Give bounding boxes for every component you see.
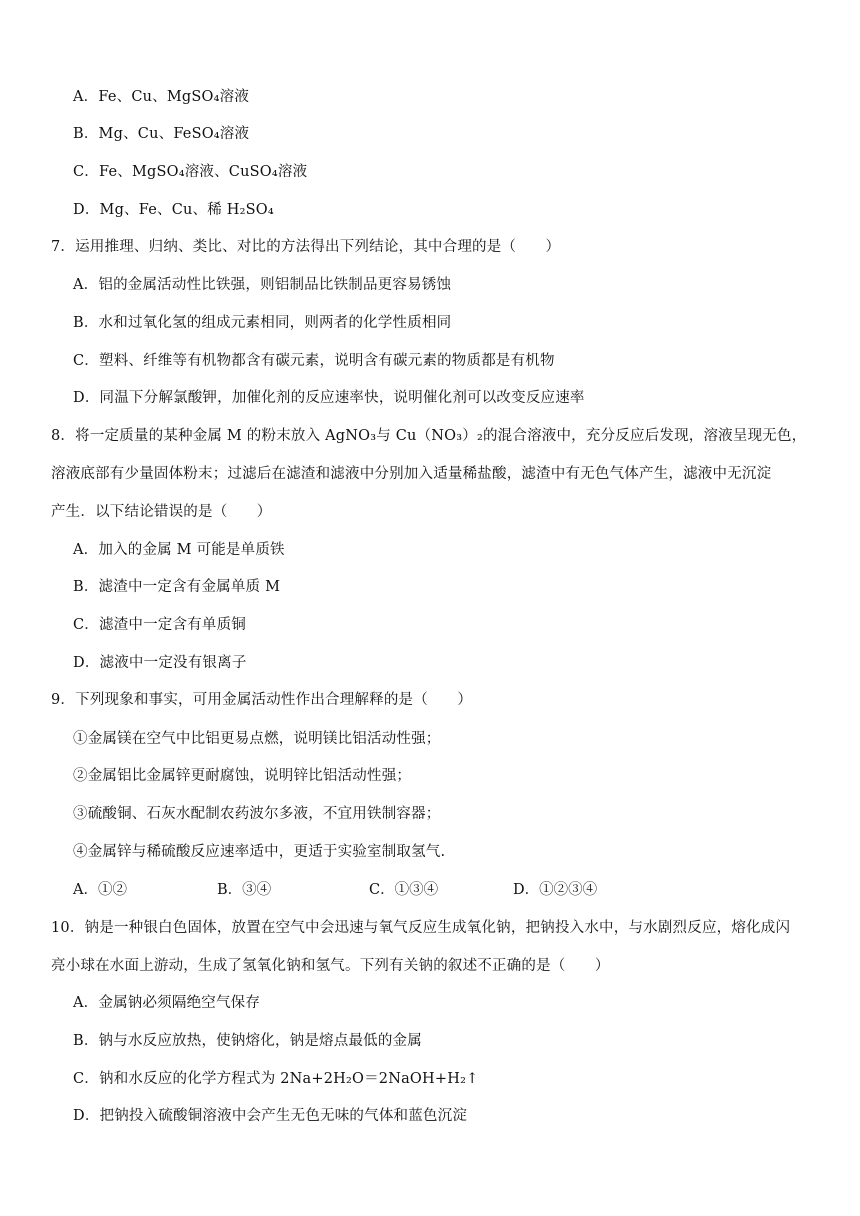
q9-stem: 9．下列现象和事实，可用金属活动性作出合理解释的是（ ） xyxy=(51,692,473,708)
q7-option-a: A．铝的金属活动性比铁强，则铝制品比铁制品更容易锈蚀 xyxy=(73,277,452,293)
q6-option-b: B．Mg、Cu、FeSO₄溶液 xyxy=(73,126,250,142)
q9-item-3: ③硫酸铜、石灰水配制农药波尔多液，不宜用铁制容器； xyxy=(73,806,441,822)
q8-option-a: A．加入的金属 M 可能是单质铁 xyxy=(73,542,285,558)
q6-option-c: C．Fe、MgSO₄溶液、CuSO₄溶液 xyxy=(73,164,308,180)
q8-option-b: B．滤渣中一定含有金属单质 M xyxy=(73,579,281,595)
q9-item-4: ④金属锌与稀硫酸反应速率适中，更适于实验室制取氢气. xyxy=(73,844,446,860)
q7-option-d: D．同温下分解氯酸钾，加催化剂的反应速率快，说明催化剂可以改变反应速率 xyxy=(73,390,585,406)
q8-stem-line-1: 8．将一定质量的某种金属 M 的粉末放入 AgNO₃与 Cu（NO₃）₂的混合溶液中，充分反应后发现，溶液呈现无色， xyxy=(51,428,807,444)
q9-option-b: B．③④ xyxy=(217,882,272,898)
q8-option-c: C．滤渣中一定含有单质铜 xyxy=(73,617,246,633)
q10-stem-line-2: 亮小球在水面上游动，生成了氢氧化钠和氢气。下列有关钠的叙述不正确的是（ ） xyxy=(51,958,610,974)
q6-option-a: A．Fe、Cu、MgSO₄溶液 xyxy=(73,89,250,105)
q7-stem: 7．运用推理、归纳、类比、对比的方法得出下列结论，其中合理的是（ ） xyxy=(51,239,561,255)
q10-option-a: A．金属钠必须隔绝空气保存 xyxy=(73,995,261,1011)
q6-option-d: D．Mg、Fe、Cu、稀 H₂SO₄ xyxy=(73,202,274,218)
q7-option-c: C．塑料、纤维等有机物都含有碳元素，说明含有碳元素的物质都是有机物 xyxy=(73,353,555,369)
q10-stem-line-1: 10．钠是一种银白色固体，放置在空气中会迅速与氧气反应生成氧化钠，把钠投入水中，与水剧烈反应，熔化成闪 xyxy=(51,920,791,936)
q9-option-d: D．①②③④ xyxy=(513,882,598,898)
q10-option-b: B．钠与水反应放热，使钠熔化，钠是熔点最低的金属 xyxy=(73,1033,422,1049)
q9-option-a: A．①② xyxy=(73,882,127,898)
q9-item-1: ①金属镁在空气中比铝更易点燃，说明镁比铝活动性强； xyxy=(73,731,441,747)
q7-option-b: B．水和过氧化氢的组成元素相同，则两者的化学性质相同 xyxy=(73,315,452,331)
q9-option-c: C．①③④ xyxy=(369,882,439,898)
q8-stem-line-2: 溶液底部有少量固体粉末；过滤后在滤渣和滤液中分别加入适量稀盐酸，滤渣中有无色气体产生，滤液中无沉淀 xyxy=(51,466,772,482)
q10-option-d: D．把钠投入硫酸铜溶液中会产生无色无味的气体和蓝色沉淀 xyxy=(73,1108,468,1124)
q8-option-d: D．滤液中一定没有银离子 xyxy=(73,655,247,671)
q10-option-c: C．钠和水反应的化学方程式为 2Na+2H₂O＝2NaOH+H₂↑ xyxy=(73,1071,479,1087)
q8-stem-line-3: 产生．以下结论错误的是（ ） xyxy=(51,504,272,520)
q9-item-2: ②金属铝比金属锌更耐腐蚀，说明锌比铝活动性强； xyxy=(73,768,412,784)
